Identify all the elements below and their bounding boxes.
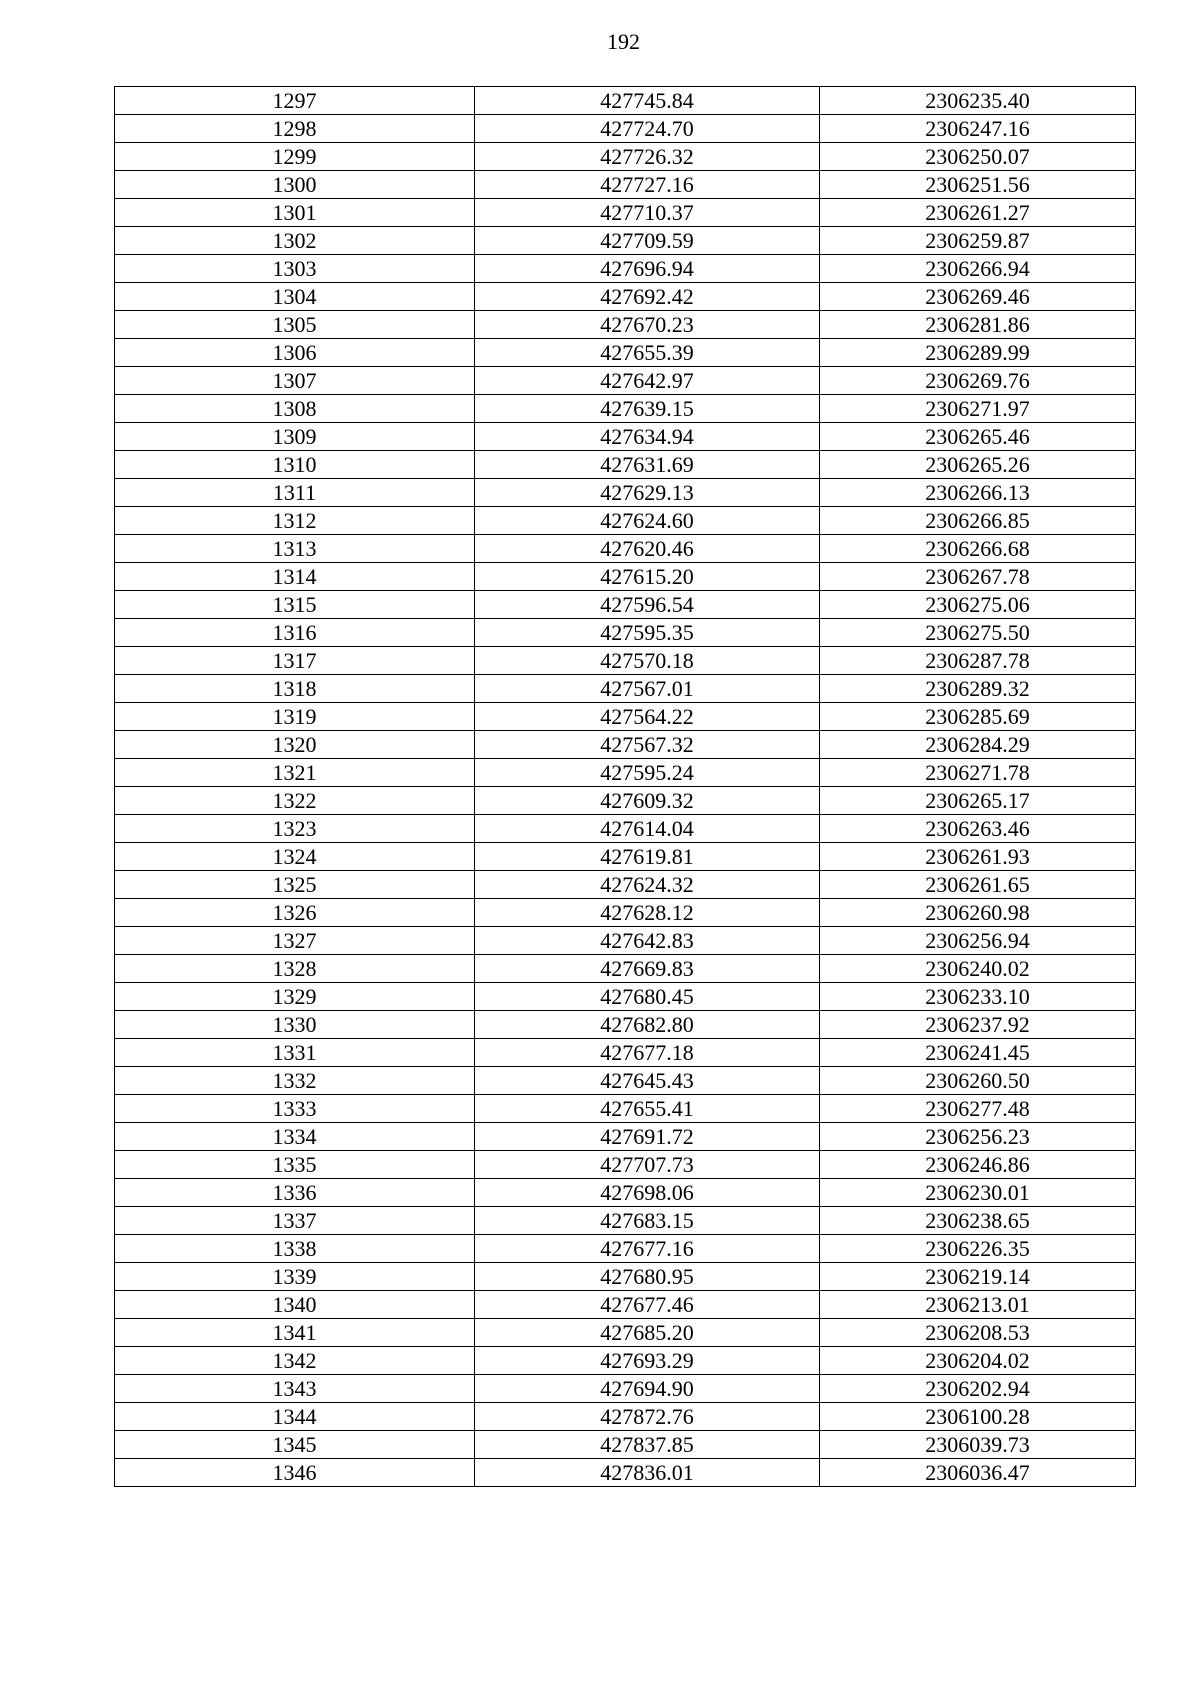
x-coordinate-cell: 427629.13 <box>475 479 820 507</box>
point-number-cell: 1331 <box>115 1039 475 1067</box>
point-number-cell: 1301 <box>115 199 475 227</box>
table-row <box>115 367 1136 395</box>
point-number-cell: 1330 <box>115 1011 475 1039</box>
y-coordinate-cell: 2306238.65 <box>820 1207 1136 1235</box>
y-coordinate-cell: 2306219.14 <box>820 1263 1136 1291</box>
x-coordinate-cell: 427677.16 <box>475 1235 820 1263</box>
table-row <box>115 563 1136 591</box>
point-number-cell: 1302 <box>115 227 475 255</box>
table-row <box>115 1403 1136 1431</box>
table-row <box>115 1347 1136 1375</box>
table-row <box>115 1459 1136 1487</box>
point-number-cell: 1306 <box>115 339 475 367</box>
x-coordinate-cell: 427707.73 <box>475 1151 820 1179</box>
y-coordinate-cell: 2306260.98 <box>820 899 1136 927</box>
point-number-cell: 1316 <box>115 619 475 647</box>
y-coordinate-cell: 2306289.32 <box>820 675 1136 703</box>
y-coordinate-cell: 2306230.01 <box>820 1179 1136 1207</box>
y-coordinate-cell: 2306256.94 <box>820 927 1136 955</box>
table-row <box>115 1291 1136 1319</box>
x-coordinate-cell: 427682.80 <box>475 1011 820 1039</box>
x-coordinate-cell: 427595.24 <box>475 759 820 787</box>
y-coordinate-cell: 2306266.85 <box>820 507 1136 535</box>
x-coordinate-cell: 427631.69 <box>475 451 820 479</box>
table-row <box>115 731 1136 759</box>
y-coordinate-cell: 2306100.28 <box>820 1403 1136 1431</box>
y-coordinate-cell: 2306271.78 <box>820 759 1136 787</box>
y-coordinate-cell: 2306284.29 <box>820 731 1136 759</box>
y-coordinate-cell: 2306271.97 <box>820 395 1136 423</box>
point-number-cell: 1308 <box>115 395 475 423</box>
y-coordinate-cell: 2306275.06 <box>820 591 1136 619</box>
x-coordinate-cell: 427595.35 <box>475 619 820 647</box>
point-number-cell: 1340 <box>115 1291 475 1319</box>
y-coordinate-cell: 2306259.87 <box>820 227 1136 255</box>
page-number: 192 <box>607 29 640 54</box>
x-coordinate-cell: 427567.01 <box>475 675 820 703</box>
table-row <box>115 283 1136 311</box>
table-row <box>115 1375 1136 1403</box>
x-coordinate-cell: 427872.76 <box>475 1403 820 1431</box>
y-coordinate-cell: 2306226.35 <box>820 1235 1136 1263</box>
table-row <box>115 871 1136 899</box>
y-coordinate-cell: 2306265.17 <box>820 787 1136 815</box>
x-coordinate-cell: 427615.20 <box>475 563 820 591</box>
point-number-cell: 1318 <box>115 675 475 703</box>
x-coordinate-cell: 427645.43 <box>475 1067 820 1095</box>
y-coordinate-cell: 2306265.26 <box>820 451 1136 479</box>
x-coordinate-cell: 427570.18 <box>475 647 820 675</box>
table-row <box>115 171 1136 199</box>
coordinate-table-body <box>115 87 1136 1487</box>
y-coordinate-cell: 2306266.94 <box>820 255 1136 283</box>
point-number-cell: 1346 <box>115 1459 475 1487</box>
point-number-cell: 1315 <box>115 591 475 619</box>
point-number-cell: 1312 <box>115 507 475 535</box>
point-number-cell: 1313 <box>115 535 475 563</box>
point-number-cell: 1305 <box>115 311 475 339</box>
x-coordinate-cell: 427727.16 <box>475 171 820 199</box>
point-number-cell: 1341 <box>115 1319 475 1347</box>
x-coordinate-cell: 427620.46 <box>475 535 820 563</box>
table-row <box>115 395 1136 423</box>
table-row <box>115 1235 1136 1263</box>
y-coordinate-cell: 2306263.46 <box>820 815 1136 843</box>
x-coordinate-cell: 427669.83 <box>475 955 820 983</box>
y-coordinate-cell: 2306275.50 <box>820 619 1136 647</box>
x-coordinate-cell: 427745.84 <box>475 87 820 115</box>
point-number-cell: 1300 <box>115 171 475 199</box>
table-row <box>115 1263 1136 1291</box>
point-number-cell: 1344 <box>115 1403 475 1431</box>
y-coordinate-cell: 2306235.40 <box>820 87 1136 115</box>
table-row <box>115 507 1136 535</box>
coordinate-table <box>114 86 1136 1487</box>
point-number-cell: 1303 <box>115 255 475 283</box>
y-coordinate-cell: 2306266.13 <box>820 479 1136 507</box>
x-coordinate-cell: 427693.29 <box>475 1347 820 1375</box>
x-coordinate-cell: 427677.18 <box>475 1039 820 1067</box>
x-coordinate-cell: 427642.97 <box>475 367 820 395</box>
y-coordinate-cell: 2306241.45 <box>820 1039 1136 1067</box>
point-number-cell: 1336 <box>115 1179 475 1207</box>
y-coordinate-cell: 2306208.53 <box>820 1319 1136 1347</box>
y-coordinate-cell: 2306267.78 <box>820 563 1136 591</box>
y-coordinate-cell: 2306204.02 <box>820 1347 1136 1375</box>
table-row <box>115 1039 1136 1067</box>
point-number-cell: 1337 <box>115 1207 475 1235</box>
y-coordinate-cell: 2306269.76 <box>820 367 1136 395</box>
table-row <box>115 759 1136 787</box>
y-coordinate-cell: 2306251.56 <box>820 171 1136 199</box>
table-row <box>115 1067 1136 1095</box>
point-number-cell: 1321 <box>115 759 475 787</box>
y-coordinate-cell: 2306287.78 <box>820 647 1136 675</box>
y-coordinate-cell: 2306281.86 <box>820 311 1136 339</box>
x-coordinate-cell: 427614.04 <box>475 815 820 843</box>
table-row <box>115 143 1136 171</box>
table-row <box>115 787 1136 815</box>
table-row <box>115 1207 1136 1235</box>
table-row <box>115 703 1136 731</box>
point-number-cell: 1304 <box>115 283 475 311</box>
point-number-cell: 1299 <box>115 143 475 171</box>
point-number-cell: 1328 <box>115 955 475 983</box>
point-number-cell: 1298 <box>115 115 475 143</box>
point-number-cell: 1335 <box>115 1151 475 1179</box>
table-row <box>115 1095 1136 1123</box>
x-coordinate-cell: 427655.39 <box>475 339 820 367</box>
x-coordinate-cell: 427564.22 <box>475 703 820 731</box>
point-number-cell: 1339 <box>115 1263 475 1291</box>
y-coordinate-cell: 2306036.47 <box>820 1459 1136 1487</box>
table-row <box>115 1319 1136 1347</box>
table-row <box>115 815 1136 843</box>
y-coordinate-cell: 2306237.92 <box>820 1011 1136 1039</box>
point-number-cell: 1342 <box>115 1347 475 1375</box>
x-coordinate-cell: 427619.81 <box>475 843 820 871</box>
point-number-cell: 1323 <box>115 815 475 843</box>
y-coordinate-cell: 2306202.94 <box>820 1375 1136 1403</box>
table-row <box>115 675 1136 703</box>
y-coordinate-cell: 2306246.86 <box>820 1151 1136 1179</box>
point-number-cell: 1317 <box>115 647 475 675</box>
x-coordinate-cell: 427655.41 <box>475 1095 820 1123</box>
point-number-cell: 1326 <box>115 899 475 927</box>
point-number-cell: 1343 <box>115 1375 475 1403</box>
table-row <box>115 535 1136 563</box>
table-row <box>115 423 1136 451</box>
point-number-cell: 1309 <box>115 423 475 451</box>
x-coordinate-cell: 427683.15 <box>475 1207 820 1235</box>
x-coordinate-cell: 427567.32 <box>475 731 820 759</box>
point-number-cell: 1324 <box>115 843 475 871</box>
table-row <box>115 1123 1136 1151</box>
x-coordinate-cell: 427639.15 <box>475 395 820 423</box>
x-coordinate-cell: 427642.83 <box>475 927 820 955</box>
y-coordinate-cell: 2306039.73 <box>820 1431 1136 1459</box>
y-coordinate-cell: 2306289.99 <box>820 339 1136 367</box>
y-coordinate-cell: 2306260.50 <box>820 1067 1136 1095</box>
table-row <box>115 619 1136 647</box>
table-row <box>115 591 1136 619</box>
table-row <box>115 843 1136 871</box>
x-coordinate-cell: 427710.37 <box>475 199 820 227</box>
y-coordinate-cell: 2306256.23 <box>820 1123 1136 1151</box>
y-coordinate-cell: 2306213.01 <box>820 1291 1136 1319</box>
table-row <box>115 955 1136 983</box>
table-row <box>115 479 1136 507</box>
x-coordinate-cell: 427685.20 <box>475 1319 820 1347</box>
table-row <box>115 451 1136 479</box>
table-row <box>115 899 1136 927</box>
x-coordinate-cell: 427670.23 <box>475 311 820 339</box>
y-coordinate-cell: 2306233.10 <box>820 983 1136 1011</box>
y-coordinate-cell: 2306277.48 <box>820 1095 1136 1123</box>
y-coordinate-cell: 2306250.07 <box>820 143 1136 171</box>
x-coordinate-cell: 427680.45 <box>475 983 820 1011</box>
point-number-cell: 1322 <box>115 787 475 815</box>
point-number-cell: 1333 <box>115 1095 475 1123</box>
x-coordinate-cell: 427677.46 <box>475 1291 820 1319</box>
table-row <box>115 1179 1136 1207</box>
x-coordinate-cell: 427696.94 <box>475 255 820 283</box>
x-coordinate-cell: 427692.42 <box>475 283 820 311</box>
table-row <box>115 983 1136 1011</box>
point-number-cell: 1307 <box>115 367 475 395</box>
x-coordinate-cell: 427694.90 <box>475 1375 820 1403</box>
x-coordinate-cell: 427837.85 <box>475 1431 820 1459</box>
table-row <box>115 115 1136 143</box>
table-row <box>115 255 1136 283</box>
x-coordinate-cell: 427628.12 <box>475 899 820 927</box>
x-coordinate-cell: 427680.95 <box>475 1263 820 1291</box>
point-number-cell: 1329 <box>115 983 475 1011</box>
y-coordinate-cell: 2306261.27 <box>820 199 1136 227</box>
point-number-cell: 1345 <box>115 1431 475 1459</box>
x-coordinate-cell: 427624.60 <box>475 507 820 535</box>
point-number-cell: 1332 <box>115 1067 475 1095</box>
y-coordinate-cell: 2306247.16 <box>820 115 1136 143</box>
x-coordinate-cell: 427724.70 <box>475 115 820 143</box>
x-coordinate-cell: 427691.72 <box>475 1123 820 1151</box>
y-coordinate-cell: 2306266.68 <box>820 535 1136 563</box>
x-coordinate-cell: 427836.01 <box>475 1459 820 1487</box>
y-coordinate-cell: 2306240.02 <box>820 955 1136 983</box>
point-number-cell: 1320 <box>115 731 475 759</box>
point-number-cell: 1325 <box>115 871 475 899</box>
x-coordinate-cell: 427624.32 <box>475 871 820 899</box>
x-coordinate-cell: 427726.32 <box>475 143 820 171</box>
x-coordinate-cell: 427596.54 <box>475 591 820 619</box>
table-row <box>115 1151 1136 1179</box>
table-row <box>115 647 1136 675</box>
table-row <box>115 87 1136 115</box>
table-row <box>115 227 1136 255</box>
y-coordinate-cell: 2306269.46 <box>820 283 1136 311</box>
table-row <box>115 311 1136 339</box>
y-coordinate-cell: 2306285.69 <box>820 703 1136 731</box>
point-number-cell: 1327 <box>115 927 475 955</box>
point-number-cell: 1334 <box>115 1123 475 1151</box>
point-number-cell: 1311 <box>115 479 475 507</box>
table-row <box>115 927 1136 955</box>
point-number-cell: 1310 <box>115 451 475 479</box>
y-coordinate-cell: 2306265.46 <box>820 423 1136 451</box>
x-coordinate-cell: 427609.32 <box>475 787 820 815</box>
x-coordinate-cell: 427634.94 <box>475 423 820 451</box>
y-coordinate-cell: 2306261.93 <box>820 843 1136 871</box>
table-row <box>115 199 1136 227</box>
point-number-cell: 1297 <box>115 87 475 115</box>
table-row <box>115 1011 1136 1039</box>
point-number-cell: 1338 <box>115 1235 475 1263</box>
table-row <box>115 1431 1136 1459</box>
y-coordinate-cell: 2306261.65 <box>820 871 1136 899</box>
x-coordinate-cell: 427709.59 <box>475 227 820 255</box>
table-row <box>115 339 1136 367</box>
point-number-cell: 1319 <box>115 703 475 731</box>
point-number-cell: 1314 <box>115 563 475 591</box>
x-coordinate-cell: 427698.06 <box>475 1179 820 1207</box>
